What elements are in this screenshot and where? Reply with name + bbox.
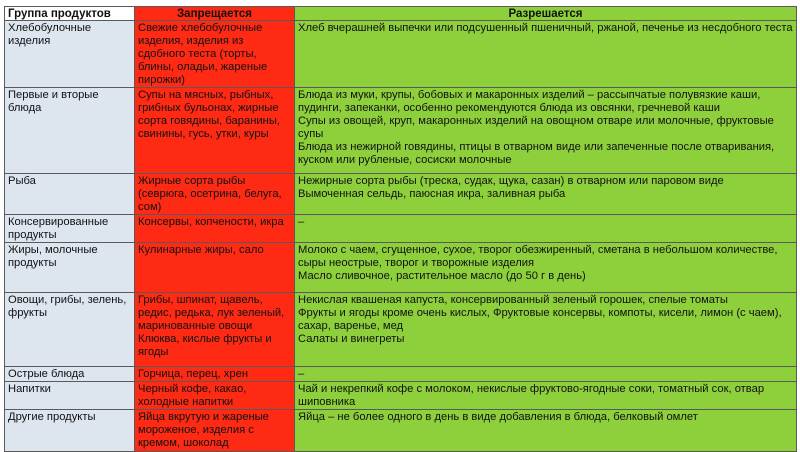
allowed-item: Блюда из муки, крупы, бобовых и макаронных изделий – рассыпчатые полувязкие каши, пудинги, запеканки, особенно рекомендуются блюда из овсянки, гречневой каши xyxy=(298,89,761,114)
forbidden-cell: Яйца вкрутую и жареные мороженое, изделия с кремом, шоколад xyxy=(135,410,295,452)
forbidden-cell: Черный кофе, какао, холодные напитки xyxy=(135,382,295,410)
header-forbidden: Запрещается xyxy=(135,7,295,21)
group-cell: Овощи, грибы, зелень, фрукты xyxy=(5,293,135,367)
forbidden-cell: Свежие хлебобулочные изделия, изделия из сдобного теста (торты, блины, оладьи, жареные пирожки) xyxy=(135,21,295,88)
group-cell: Первые и вторые блюда xyxy=(5,88,135,174)
allowed-item: Яйца – не более одного в день в виде добавления в блюда, белковый омлет xyxy=(298,411,698,423)
forbidden-cell: Супы на мясных, рыбных, грибных бульонах, жирные сорта говядины, баранины, свинины, гусь, утки, куры xyxy=(135,88,295,174)
allowed-cell xyxy=(295,243,797,293)
group-cell: Другие продукты xyxy=(5,410,135,452)
allowed-cell xyxy=(295,21,797,88)
allowed-item: – xyxy=(298,216,305,228)
allowed-item: Масло сливочное, растительное масло (до 50 г в день) xyxy=(298,270,586,282)
allowed-item: Хлеб вчерашней выпечки или подсушенный пшеничный, ржаной, печенье из несдобного теста xyxy=(298,22,793,34)
table-row xyxy=(5,367,797,382)
table-row xyxy=(5,174,797,215)
allowed-cell xyxy=(295,293,797,367)
allowed-item: Чай и некрепкий кофе с молоком, некислые фруктово-ягодные соки, томатный сок, отвар шиповника xyxy=(298,383,765,408)
table-row xyxy=(5,410,797,452)
allowed-cell xyxy=(295,174,797,215)
allowed-item: Вымоченная сельдь, паюсная икра, заливная рыба xyxy=(298,188,566,200)
allowed-item: Некислая квашеная капуста, консервированный зеленый горошек, спелые томаты xyxy=(298,294,728,306)
table-row xyxy=(5,382,797,410)
table-row xyxy=(5,293,797,367)
table-row xyxy=(5,88,797,174)
table-body xyxy=(5,21,797,452)
forbidden-cell: Грибы, шпинат, щавель, редис, редька, лук зеленый, маринованные овощи Клюква, кислые фрукты и ягоды xyxy=(135,293,295,367)
group-cell: Консервированные продукты xyxy=(5,215,135,243)
allowed-item: Молоко с чаем, сгущенное, сухое, творог обезжиренный, сметана в небольшом количестве, сыры неострые, творог и творожные изделия xyxy=(298,244,778,269)
table-row xyxy=(5,21,797,88)
forbidden-cell: Кулинарные жиры, сало xyxy=(135,243,295,293)
allowed-item: Фрукты и ягоды кроме очень кислых, Фруктовые консервы, компоты, кисели, лимон (с чаем), сахар, варенье, мед xyxy=(298,307,782,332)
allowed-cell xyxy=(295,215,797,243)
allowed-item: Блюда из нежирной говядины, птицы в отварном виде или запеченные после отваривания, куском или рубленые, сосиски молочные xyxy=(298,141,775,166)
group-cell: Хлебобулочные изделия xyxy=(5,21,135,88)
header-group: Группа продуктов xyxy=(5,7,135,21)
group-cell: Жиры, молочные продукты xyxy=(5,243,135,293)
allowed-item: – xyxy=(298,368,305,380)
allowed-cell xyxy=(295,88,797,174)
group-cell: Рыба xyxy=(5,174,135,215)
table-row xyxy=(5,243,797,293)
table-row xyxy=(5,215,797,243)
header-row xyxy=(5,7,797,21)
allowed-cell xyxy=(295,410,797,452)
group-cell: Острые блюда xyxy=(5,367,135,382)
forbidden-cell: Консервы, копчености, икра xyxy=(135,215,295,243)
group-cell: Напитки xyxy=(5,382,135,410)
allowed-item: Супы из овощей, круп, макаронных изделий на овощном отваре или молочные, фруктовые супы xyxy=(298,115,774,140)
diet-table xyxy=(4,6,797,452)
allowed-cell xyxy=(295,367,797,382)
allowed-item: Салаты и винегреты xyxy=(298,333,405,345)
forbidden-cell: Жирные сорта рыбы (севрюга, осетрина, белуга, сом) xyxy=(135,174,295,215)
allowed-item: Нежирные сорта рыбы (треска, судак, щука, сазан) в отварном или паровом виде xyxy=(298,175,724,187)
forbidden-cell: Горчица, перец, хрен xyxy=(135,367,295,382)
allowed-cell xyxy=(295,382,797,410)
header-allowed: Разрешается xyxy=(295,7,797,21)
